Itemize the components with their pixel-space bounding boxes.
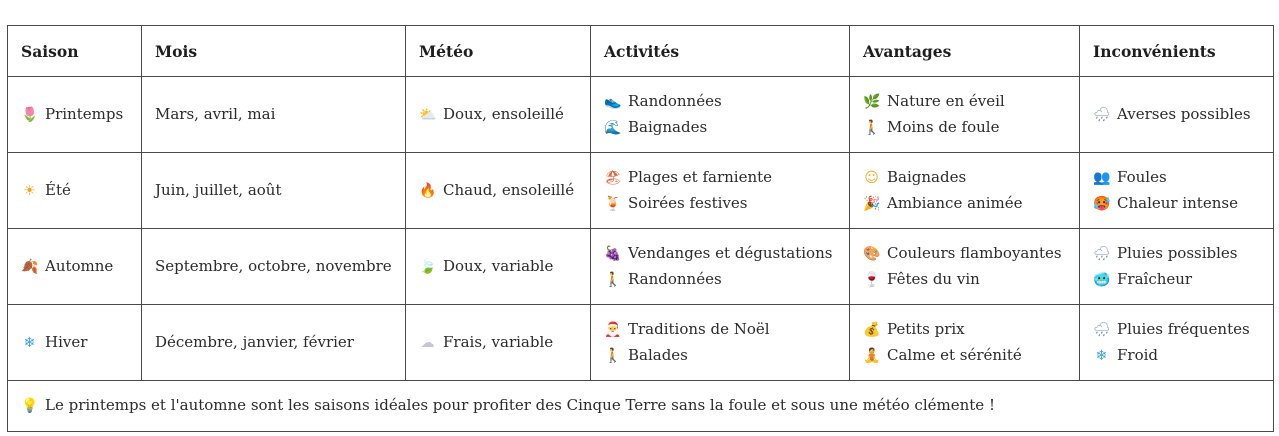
cell-mois: Mars, avril, mai bbox=[142, 77, 406, 153]
header-saison: Saison bbox=[8, 26, 142, 77]
cell-activites bbox=[591, 77, 850, 153]
weather-label bbox=[419, 178, 577, 204]
advantage-item bbox=[863, 89, 1066, 115]
advantage-item-text: Baignades bbox=[887, 167, 967, 186]
cell-saison bbox=[8, 77, 142, 153]
drawback-item bbox=[1093, 191, 1260, 217]
weather-label-text: Frais, variable bbox=[443, 332, 554, 351]
meditation-icon: 🧘 bbox=[863, 347, 881, 364]
cell-inconvenients bbox=[1080, 77, 1274, 153]
smiling-face-icon: ☺ bbox=[864, 169, 879, 186]
weather-label-text: Doux, ensoleillé bbox=[443, 104, 564, 123]
sun-behind-cloud-icon: ⛅ bbox=[419, 106, 437, 123]
snowflake-icon: ❄ bbox=[1095, 347, 1108, 364]
activity-item-text: Traditions de Noël bbox=[628, 319, 770, 338]
season-label bbox=[21, 178, 128, 204]
activity-item-text: Randonnées bbox=[628, 91, 722, 110]
walking-person-icon: 🚶 bbox=[604, 347, 622, 364]
seasons-table bbox=[7, 25, 1274, 432]
money-bag-icon: 💰 bbox=[863, 321, 881, 338]
drawback-item bbox=[1093, 102, 1260, 128]
cell-avantages bbox=[850, 153, 1080, 229]
season-label bbox=[21, 254, 128, 280]
header-meteo: Météo bbox=[406, 26, 591, 77]
weather-label-text: Doux, variable bbox=[443, 256, 554, 275]
wine-glass-icon: 🍷 bbox=[863, 271, 881, 288]
activity-item-text: Randonnées bbox=[628, 269, 722, 288]
herb-icon: 🌿 bbox=[863, 93, 881, 110]
activity-item bbox=[604, 165, 836, 191]
drawback-item-text: Foules bbox=[1117, 167, 1167, 186]
people-icon: 👥 bbox=[1093, 169, 1111, 186]
drawback-item-text: Froid bbox=[1117, 345, 1159, 364]
activity-item bbox=[604, 267, 836, 293]
cell-avantages bbox=[850, 229, 1080, 305]
beach-icon: 🏖 bbox=[604, 169, 622, 186]
activity-item bbox=[604, 115, 836, 141]
cell-activites bbox=[591, 229, 850, 305]
activity-item-text: Balades bbox=[628, 345, 688, 364]
season-label bbox=[21, 102, 128, 128]
drawback-item-text: Pluies possibles bbox=[1117, 243, 1238, 262]
advantage-item bbox=[863, 191, 1066, 217]
cell-meteo bbox=[406, 305, 591, 381]
table-row bbox=[8, 305, 1274, 381]
season-label-text: Automne bbox=[45, 256, 114, 275]
drawback-item bbox=[1093, 165, 1260, 191]
drawback-item bbox=[1093, 241, 1260, 267]
cell-activites bbox=[591, 153, 850, 229]
activity-item-text: Plages et farniente bbox=[628, 167, 773, 186]
cell-mois: Septembre, octobre, novembre bbox=[142, 229, 406, 305]
cell-meteo bbox=[406, 153, 591, 229]
advantage-item-text: Ambiance animée bbox=[887, 193, 1023, 212]
party-popper-icon: 🎉 bbox=[863, 195, 881, 212]
season-label bbox=[21, 330, 128, 356]
fallen-leaf-icon: 🍂 bbox=[21, 258, 39, 275]
leaf-icon: 🍃 bbox=[419, 258, 437, 275]
advantage-item-text: Couleurs flamboyantes bbox=[887, 243, 1062, 262]
weather-label bbox=[419, 102, 577, 128]
activity-item bbox=[604, 317, 836, 343]
cell-mois: Décembre, janvier, février bbox=[142, 305, 406, 381]
cell-saison bbox=[8, 305, 142, 381]
seasons-table-container bbox=[7, 25, 1273, 432]
advantage-item bbox=[863, 115, 1066, 141]
weather-label bbox=[419, 330, 577, 356]
fire-icon: 🔥 bbox=[419, 182, 437, 199]
drawback-item bbox=[1093, 317, 1260, 343]
rain-cloud-icon: 🌧 bbox=[1093, 245, 1111, 262]
advantage-item bbox=[863, 165, 1066, 191]
hiking-boot-icon: 👟 bbox=[604, 93, 622, 110]
cell-activites bbox=[591, 305, 850, 381]
cloud-icon: ☁ bbox=[420, 334, 435, 351]
cell-meteo bbox=[406, 229, 591, 305]
snowflake-icon: ❄ bbox=[23, 334, 36, 351]
season-label-text: Hiver bbox=[45, 332, 88, 351]
advantage-item-text: Petits prix bbox=[887, 319, 965, 338]
drawback-item-text: Pluies fréquentes bbox=[1117, 319, 1250, 338]
cell-inconvenients bbox=[1080, 229, 1274, 305]
grapes-icon: 🍇 bbox=[604, 245, 622, 262]
advantage-item bbox=[863, 267, 1066, 293]
table-row bbox=[8, 229, 1274, 305]
note-text: Le printemps et l'automne sont les saisons idéales pour profiter des Cinque Terre sans la foule et sous une météo clémente ! bbox=[45, 396, 995, 414]
cell-inconvenients bbox=[1080, 305, 1274, 381]
activity-item bbox=[604, 241, 836, 267]
drawback-item-text: Chaleur intense bbox=[1117, 193, 1238, 212]
weather-label-text: Chaud, ensoleillé bbox=[443, 180, 575, 199]
drawback-item bbox=[1093, 343, 1260, 369]
activity-item-text: Vendanges et dégustations bbox=[628, 243, 833, 262]
walking-person-icon: 🚶 bbox=[863, 119, 881, 136]
rain-cloud-icon: 🌧 bbox=[1093, 321, 1111, 338]
activity-item bbox=[604, 89, 836, 115]
header-mois: Mois bbox=[142, 26, 406, 77]
santa-icon: 🎅 bbox=[604, 321, 622, 338]
advantage-item-text: Calme et sérénité bbox=[887, 345, 1022, 364]
light-bulb-icon: 💡 bbox=[21, 398, 39, 414]
walking-person-icon: 🚶 bbox=[604, 271, 622, 288]
wave-icon: 🌊 bbox=[604, 119, 622, 136]
season-label-text: Été bbox=[45, 180, 71, 199]
table-row bbox=[8, 77, 1274, 153]
table-row bbox=[8, 153, 1274, 229]
header-avantages: Avantages bbox=[850, 26, 1080, 77]
table-header-row bbox=[8, 26, 1274, 77]
palette-icon: 🎨 bbox=[863, 245, 881, 262]
activity-item-text: Soirées festives bbox=[628, 193, 748, 212]
sun-icon: ☀ bbox=[23, 182, 36, 199]
season-label-text: Printemps bbox=[45, 104, 124, 123]
drawback-item-text: Averses possibles bbox=[1117, 104, 1251, 123]
advantage-item bbox=[863, 343, 1066, 369]
hot-face-icon: 🥵 bbox=[1093, 195, 1111, 212]
advantage-item-text: Nature en éveil bbox=[887, 91, 1005, 110]
activity-item-text: Baignades bbox=[628, 117, 708, 136]
note-cell bbox=[8, 381, 1274, 432]
drawback-item bbox=[1093, 267, 1260, 293]
advantage-item-text: Moins de foule bbox=[887, 117, 1000, 136]
header-inconvenients: Inconvénients bbox=[1080, 26, 1274, 77]
cell-saison bbox=[8, 229, 142, 305]
header-activites: Activités bbox=[591, 26, 850, 77]
activity-item bbox=[604, 343, 836, 369]
advantage-item bbox=[863, 317, 1066, 343]
cell-meteo bbox=[406, 77, 591, 153]
activity-item bbox=[604, 191, 836, 217]
table-note-row bbox=[8, 381, 1274, 432]
cold-face-icon: 🥶 bbox=[1093, 271, 1111, 288]
advantage-item bbox=[863, 241, 1066, 267]
tulip-icon: 🌷 bbox=[21, 106, 39, 123]
cell-inconvenients bbox=[1080, 153, 1274, 229]
drawback-item-text: Fraîcheur bbox=[1117, 269, 1193, 288]
cocktail-icon: 🍹 bbox=[604, 195, 622, 212]
weather-label bbox=[419, 254, 577, 280]
rain-cloud-icon: 🌧 bbox=[1093, 106, 1111, 123]
advantage-item-text: Fêtes du vin bbox=[887, 269, 980, 288]
cell-avantages bbox=[850, 77, 1080, 153]
cell-saison bbox=[8, 153, 142, 229]
cell-mois: Juin, juillet, août bbox=[142, 153, 406, 229]
cell-avantages bbox=[850, 305, 1080, 381]
